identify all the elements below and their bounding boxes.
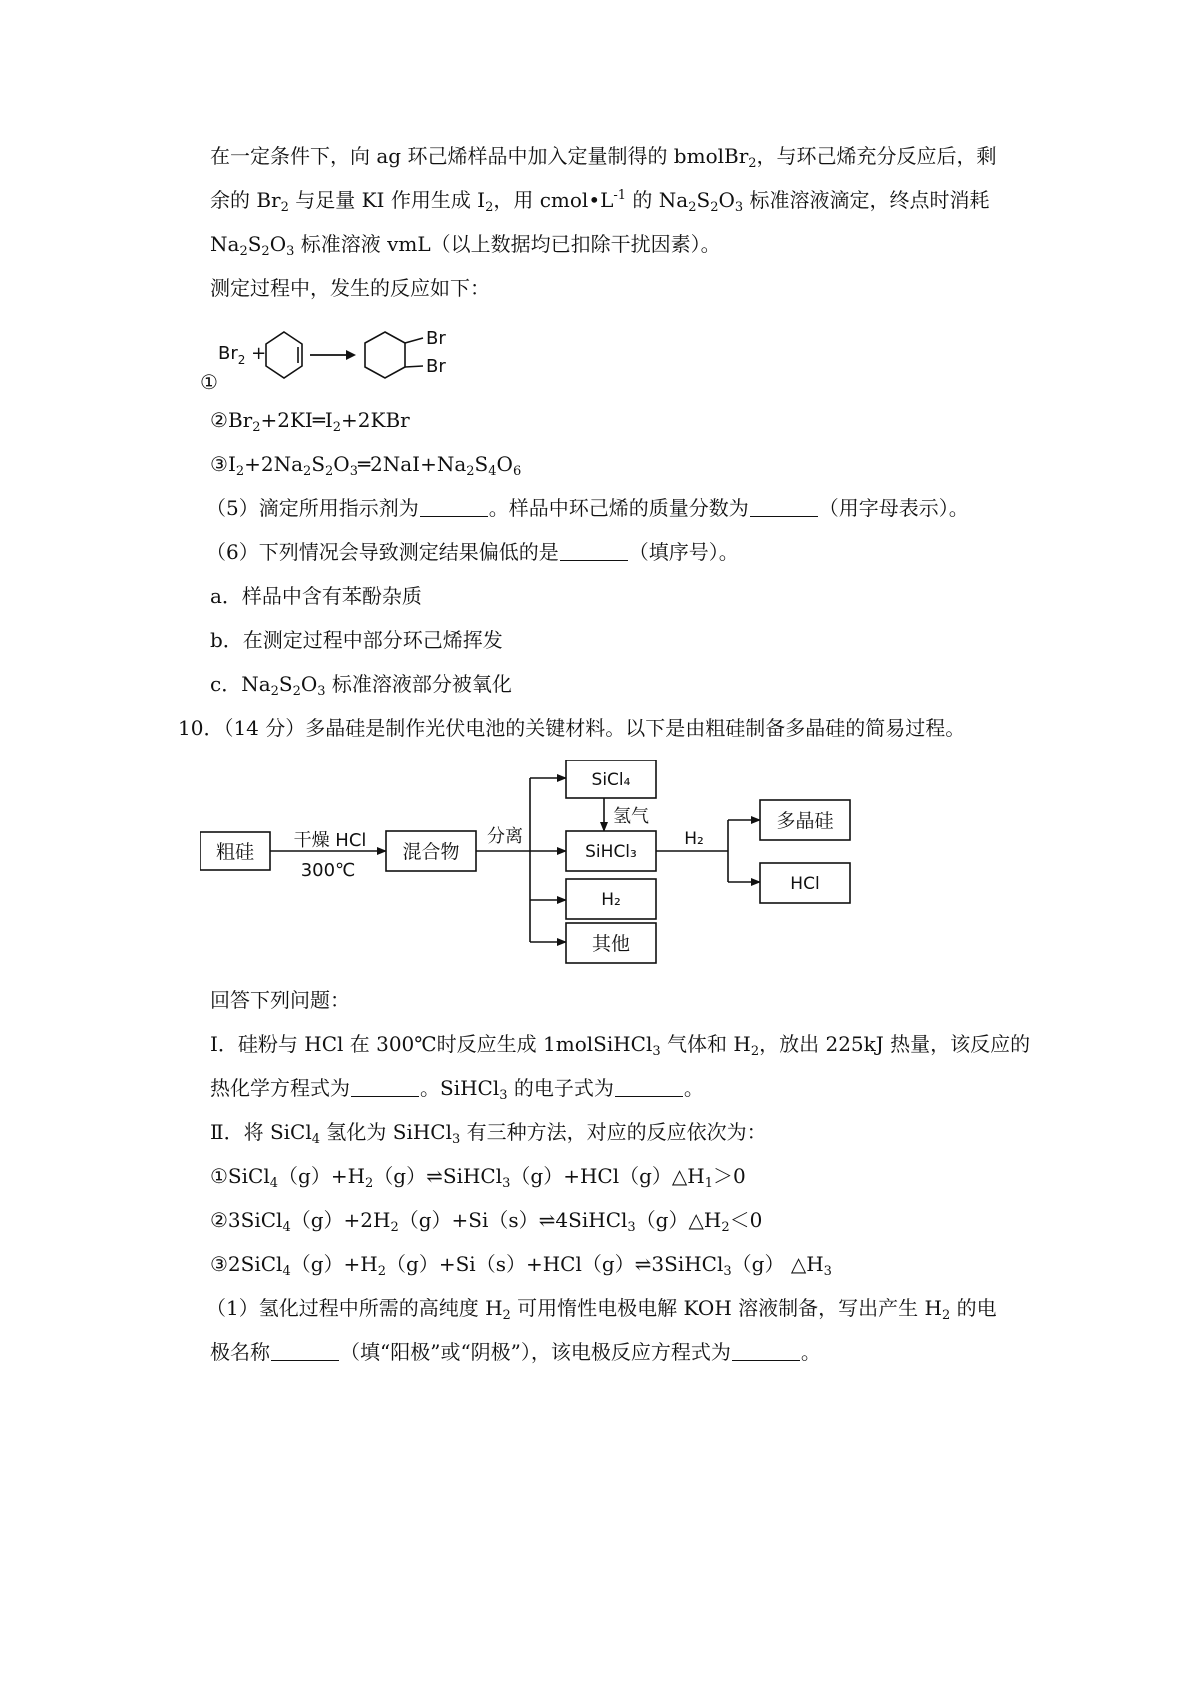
answer-blank[interactable] bbox=[420, 498, 488, 517]
question-1-line-1: （1）氢化过程中所需的高纯度 $H_2$ 可用惰性电极电解 KOH 溶液制备，写出产生 $H_2$ 的电 bbox=[206, 1296, 997, 1323]
cyclohexene-ring bbox=[266, 332, 302, 378]
dry-hcl-label: 干燥 HCl bbox=[293, 830, 367, 851]
answer-blank[interactable] bbox=[271, 1342, 339, 1361]
br-label-top: Br bbox=[426, 328, 446, 349]
br-bond-bottom bbox=[405, 366, 423, 367]
intro-line-2: 余的 $Br_2$ 与足量 KI 作用生成 $I_2$，用 $cmol•L^{-1}$ 的 $Na_2S_2O_3$ 标准溶液滴定，终点时消耗 bbox=[210, 188, 990, 215]
part2-line-1: Ⅱ．将 SiCl$_4$ 氢化为 SiHCl$_3$ 有三种方法，对应的反应依次为： bbox=[210, 1120, 767, 1147]
poly-si-label: 多晶硅 bbox=[776, 810, 834, 832]
separate-label: 分离 bbox=[487, 826, 523, 847]
question-5: （5）滴定所用指示剂为 。样品中环己烯的质量分数为 （用字母表示）。 bbox=[206, 496, 969, 520]
option-c: c．$Na_2S_2O_3$ 标准溶液部分被氧化 bbox=[210, 672, 512, 699]
part1-line-2: 热化学方程式为 。SiHCl$_3$ 的电子式为 。 bbox=[210, 1076, 704, 1103]
question-6: （6）下列情况会导致测定结果偏低的是 （填序号）。 bbox=[206, 540, 739, 564]
process-flow-diagram bbox=[200, 760, 960, 975]
crude-si-label: 粗硅 bbox=[215, 841, 255, 863]
question-1-line-2: 极名称 （填“阳极”或“阴极”），该电极反应方程式为 。 bbox=[210, 1340, 821, 1364]
br-bond-top bbox=[405, 338, 423, 343]
h2-arrow-label: H₂ bbox=[684, 829, 704, 849]
reaction-2: $②Br_2+2KI═I_2+2KBr$ bbox=[210, 408, 410, 435]
reaction-1-diagram bbox=[200, 322, 500, 404]
sicl4-label: SiCl₄ bbox=[591, 770, 631, 790]
hydrogen-label: 氢气 bbox=[613, 806, 649, 827]
option-a: a．样品中含有苯酚杂质 bbox=[210, 584, 422, 608]
answer-blank[interactable] bbox=[732, 1342, 800, 1361]
answer-heading: 回答下列问题： bbox=[210, 988, 350, 1012]
reaction-3: $③I_2+2Na_2S_2O_3═2NaI+Na_2S_4O_6$ bbox=[210, 452, 522, 479]
intro-line-3: $Na_2S_2O_3$ 标准溶液 vmL（以上数据均已扣除干扰因素）。 bbox=[210, 232, 721, 259]
answer-blank[interactable] bbox=[351, 1078, 419, 1097]
h2-box-label: H₂ bbox=[601, 890, 621, 910]
equation-3: $③2SiCl_4(g)+H_2(g)+Si(s)+HCl(g)\rightleftharpoons 3SiHCl_3(g)$ $\triangle H_3$ bbox=[210, 1252, 832, 1279]
br-label-bottom: Br bbox=[426, 356, 446, 377]
part1-line-1: Ⅰ．硅粉与 HCl 在 300℃时反应生成 1molSiHCl$_3$ 气体和 $H_2$，放出 225kJ 热量，该反应的 bbox=[210, 1032, 1031, 1059]
sihcl3-label: SiHCl₃ bbox=[585, 842, 637, 862]
hcl-label: HCl bbox=[790, 874, 820, 894]
other-label: 其他 bbox=[591, 933, 631, 955]
intro-line-4: 测定过程中，发生的反应如下： bbox=[210, 276, 490, 300]
mixture-label: 混合物 bbox=[402, 841, 460, 863]
dibromocyclohexane-ring bbox=[365, 332, 405, 378]
answer-blank[interactable] bbox=[615, 1078, 683, 1097]
equation-1: $①SiCl_4(g)+H_2(g)\rightleftharpoons SiHCl_3(g)+HCl(g)\triangle H_1>0$ bbox=[210, 1164, 746, 1191]
temperature-label: 300℃ bbox=[300, 860, 356, 881]
option-b: b．在测定过程中部分环己烯挥发 bbox=[210, 628, 503, 652]
question-10-title: 10．（14 分）多晶硅是制作光伏电池的关键材料。以下是由粗硅制备多晶硅的简易过程。 bbox=[178, 716, 966, 740]
answer-blank[interactable] bbox=[560, 542, 628, 561]
answer-blank[interactable] bbox=[750, 498, 818, 517]
intro-line-1: 在一定条件下，向 ag 环己烯样品中加入定量制得的 bmolBr$_2$，与环己烯充分反应后，剩 bbox=[210, 144, 997, 171]
equation-2: $②3SiCl_4(g)+2H_2(g)+Si(s)\rightleftharpoons 4SiHCl_3(g)\triangle H_2<0$ bbox=[210, 1208, 763, 1235]
reaction-1-number: ① bbox=[200, 370, 218, 394]
reaction-1-br2: $Br_2$ + bbox=[218, 343, 267, 367]
reaction-1-arrowhead bbox=[346, 350, 356, 360]
